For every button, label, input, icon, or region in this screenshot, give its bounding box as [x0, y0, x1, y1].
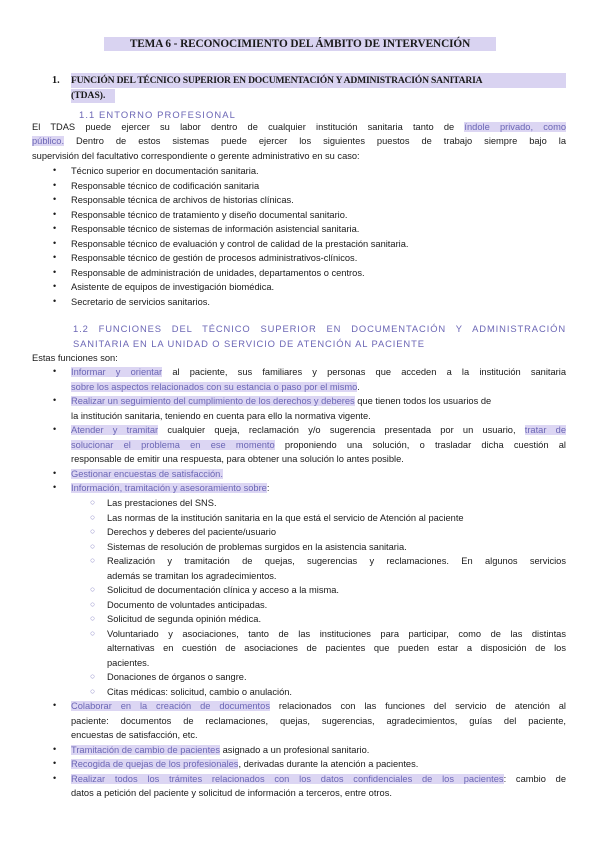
sub-list-item: alternativas en cuestión de asociaciones de pacientes que pueden estar a disposición de los — [107, 643, 566, 653]
list-item: Responsable de administración de unidades, departamentos o centros. — [71, 268, 365, 278]
sub-list-item: Las prestaciones del SNS. — [107, 498, 217, 508]
sub-list-item: Derechos y deberes del paciente/usuario — [107, 527, 276, 537]
function-3-line-1: Atender y tramitar cualquier queja, reclamación y/o sugerencia presentada por un usuario, tratar de — [71, 425, 567, 435]
function-7: Tramitación de cambio de pacientes asignado a un profesional sanitario. — [71, 745, 370, 755]
circle-bullet-icon: ○ — [90, 526, 96, 536]
sub-list-item: Solicitud de documentación clínica y acceso a la misma. — [107, 585, 340, 595]
bullet-icon: • — [53, 468, 57, 478]
bullet-icon: • — [53, 758, 57, 768]
bullet-icon: • — [53, 773, 57, 783]
bullet-icon: • — [53, 395, 57, 405]
list-item: Responsable técnica de archivos de historias clínicas. — [71, 195, 294, 205]
bullet-icon: • — [53, 281, 57, 291]
sub-list-item: Sistemas de resolución de problemas surgidos en la asistencia sanitaria. — [107, 542, 407, 552]
list-item: Responsable técnico de gestión de procesos administrativos-clínicos. — [71, 253, 358, 263]
bullet-icon: • — [53, 366, 57, 376]
function-6-line-3: encuestas de satisfacción, etc. — [71, 730, 198, 740]
function-6-line-1: Colaborar en la creación de documentos relacionados con las funciones del servicio de atención al — [71, 701, 566, 711]
bullet-icon: • — [53, 424, 57, 434]
circle-bullet-icon: ○ — [90, 599, 96, 609]
function-3-line-2: solucionar el problema en ese momento proponiendo una solución, o trasladar dicha cuestión al — [71, 440, 566, 450]
function-4: Gestionar encuestas de satisfacción. — [71, 469, 223, 479]
intro-line-3: supervisión del facultativo correspondiente o gerente administrativo en su caso: — [32, 151, 360, 161]
circle-bullet-icon: ○ — [90, 512, 96, 522]
sub-list-item: pacientes. — [107, 658, 150, 668]
highlight: índole privado, como — [464, 122, 566, 132]
subsection-1-2-heading-line2: SANITARIA EN LA UNIDAD O SERVICIO DE ATENCIÓN AL PACIENTE — [73, 338, 425, 349]
circle-bullet-icon: ○ — [90, 584, 96, 594]
bullet-icon: • — [53, 267, 57, 277]
bullet-icon: • — [53, 238, 57, 248]
function-2-line-1: Realizar un seguimiento del cumplimiento de los derechos y deberes que tienen todos los usuarios de — [71, 396, 492, 406]
function-5: Información, tramitación y asesoramiento sobre: — [71, 483, 270, 493]
bullet-icon: • — [53, 165, 57, 175]
sub-list-item: además se tramitan los agradecimientos. — [107, 571, 277, 581]
list-item: Asistente de equipos de investigación biomédica. — [71, 282, 275, 292]
circle-bullet-icon: ○ — [90, 613, 96, 623]
list-item: Secretario de servicios sanitarios. — [71, 297, 210, 307]
intro-line-1: El TDAS puede ejercer su labor dentro de cualquier institución sanitaria tanto de índole privado, como — [32, 122, 566, 132]
function-9-line-1: Realizar todos los trámites relacionados con los datos confidenciales de los pacientes: cambio de — [71, 774, 566, 784]
list-item: Técnico superior en documentación sanitaria. — [71, 166, 259, 176]
list-item: Responsable técnico de codificación sanitaria — [71, 181, 260, 191]
function-1-line-2: sobre los aspectos relacionados con su estancia o paso por el mismo. — [71, 382, 360, 392]
subsection-1-2-heading-line1: 1.2 FUNCIONES DEL TÉCNICO SUPERIOR EN DOCUMENTACIÓN Y ADMINISTRACIÓN — [73, 323, 566, 334]
sub-list-item: Documento de voluntades anticipadas. — [107, 600, 268, 610]
circle-bullet-icon: ○ — [90, 541, 96, 551]
sub-list-item: Realización y tramitación de quejas, sugerencias y reclamaciones. En algunos servicios — [107, 556, 566, 566]
sub-list-item: Voluntariado y asociaciones, tanto de las instituciones para participar, como de las distintas — [107, 629, 566, 639]
highlight: público. — [32, 136, 65, 146]
intro-line-2: público. Dentro de estos sistemas puede ejercer los siguientes puestos de trabajo siempre bajo la — [32, 136, 566, 146]
section-heading-line1: FUNCIÓN DEL TÉCNICO SUPERIOR EN DOCUMENTACIÓN Y ADMINISTRACIÓN SANITARIA — [71, 73, 566, 88]
section-heading-line2: (TDAS). — [71, 89, 115, 103]
functions-intro: Estas funciones son: — [32, 353, 118, 363]
sub-list-item: Citas médicas: solicitud, cambio o anulación. — [107, 687, 292, 697]
sub-list-item: Donaciones de órganos o sangre. — [107, 672, 247, 682]
bullet-icon: • — [53, 700, 57, 710]
function-3-line-3: responsable de emitir una respuesta, para obtener una solución lo antes posible. — [71, 454, 404, 464]
function-9-line-2: datos a petición del paciente y solicitud de información a terceros, entre otros. — [71, 788, 392, 798]
function-8: Recogida de quejas de los profesionales, derivadas durante la atención a pacientes. — [71, 759, 419, 769]
circle-bullet-icon: ○ — [90, 628, 96, 638]
circle-bullet-icon: ○ — [90, 497, 96, 507]
section-number: 1. — [52, 75, 60, 86]
circle-bullet-icon: ○ — [90, 555, 96, 565]
bullet-icon: • — [53, 252, 57, 262]
sub-list-item: Las normas de la institución sanitaria en la que está el servicio de Atención al paciente — [107, 513, 464, 523]
bullet-icon: • — [53, 194, 57, 204]
list-item: Responsable técnico de sistemas de información asistencial sanitaria. — [71, 224, 360, 234]
list-item: Responsable técnico de tratamiento y diseño documental sanitario. — [71, 210, 348, 220]
bullet-icon: • — [53, 482, 57, 492]
circle-bullet-icon: ○ — [90, 671, 96, 681]
function-1-line-1: Informar y orientar al paciente, sus familiares y personas que acceden a la institución sanitaria — [71, 367, 567, 377]
bullet-icon: • — [53, 209, 57, 219]
bullet-icon: • — [53, 744, 57, 754]
function-6-line-2: paciente: documentos de reclamaciones, quejas, sugerencias, agradecimientos, guías del paciente, — [71, 716, 566, 726]
function-2-line-2: la institución sanitaria, teniendo en cuenta para ello la normativa vigente. — [71, 411, 371, 421]
subsection-1-1-heading: 1.1 ENTORNO PROFESIONAL — [79, 109, 236, 120]
page-title: TEMA 6 - RECONOCIMIENTO DEL ÁMBITO DE INTERVENCIÓN — [104, 37, 496, 51]
sub-list-item: Solicitud de segunda opinión médica. — [107, 614, 262, 624]
circle-bullet-icon: ○ — [90, 686, 96, 696]
bullet-icon: • — [53, 296, 57, 306]
list-item: Responsable técnico de evaluación y control de calidad de la prestación sanitaria. — [71, 239, 409, 249]
bullet-icon: • — [53, 180, 57, 190]
bullet-icon: • — [53, 223, 57, 233]
